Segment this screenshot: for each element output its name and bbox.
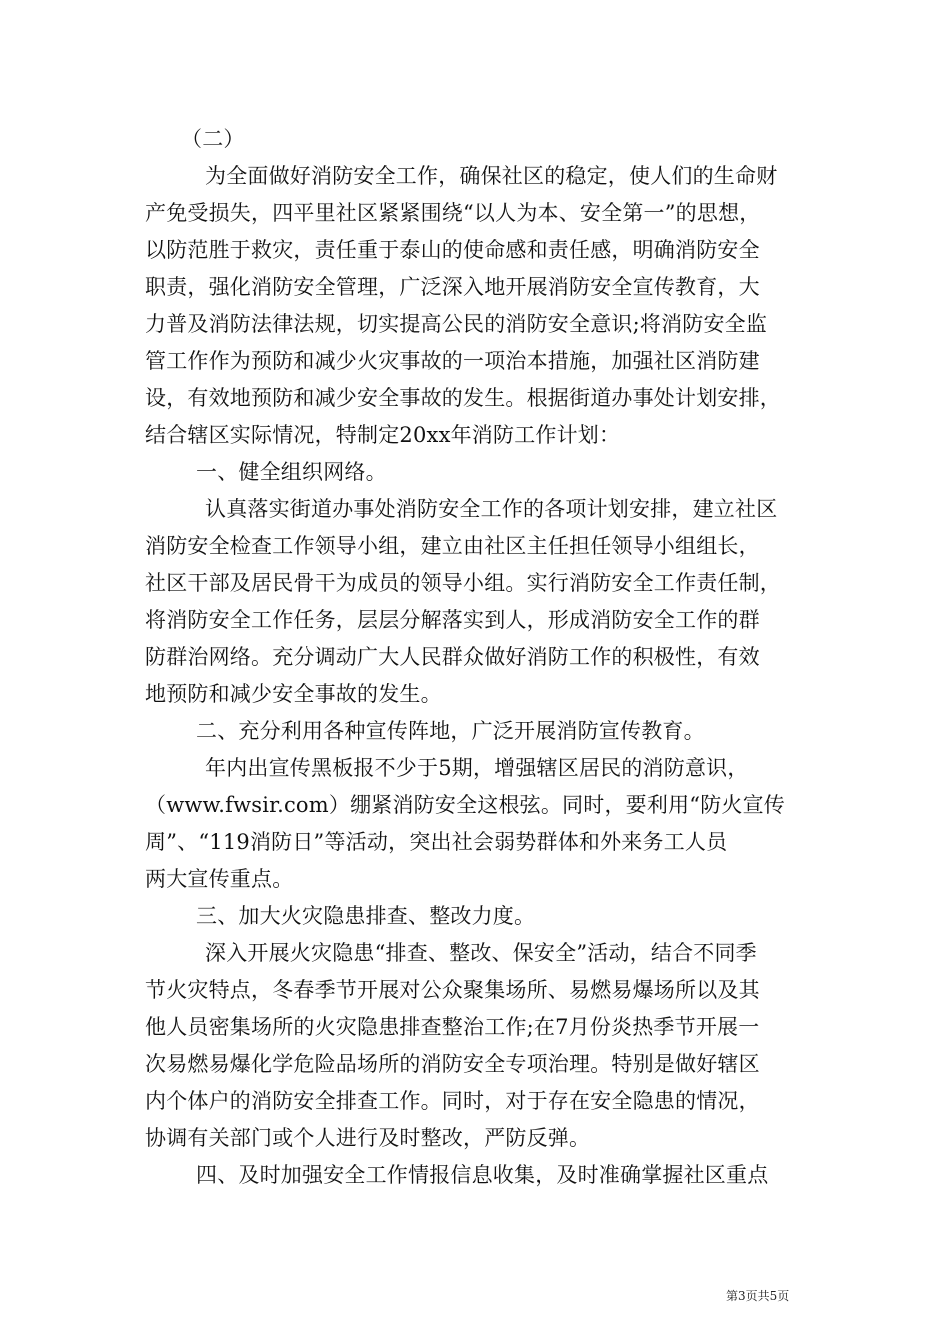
paragraph-line: 结合辖区实际情况，特制定20xx年消防工作计划： — [145, 423, 621, 447]
paragraph-line: 以防范胜于救灾，责任重于泰山的使命感和责任感，明确消防安全 — [145, 238, 760, 262]
section-heading: 四、及时加强安全工作情报信息收集，及时准确掌握社区重点 — [196, 1163, 769, 1187]
paragraph-line: 将消防安全工作任务，层层分解落实到人，形成消防安全工作的群 — [145, 608, 760, 632]
paragraph-line: 节火灾特点，冬春季节开展对公众聚集场所、易燃易爆场所以及其 — [145, 978, 760, 1002]
section-heading: 二、充分利用各种宣传阵地，广泛开展消防宣传教育。 — [196, 719, 705, 743]
paragraph-line: 地预防和减少安全事故的发生。 — [145, 682, 442, 706]
paragraph-line: 两大宣传重点。 — [145, 867, 294, 891]
paragraph-line: 设，有效地预防和减少安全事故的发生。根据街道办事处计划安排， — [145, 386, 781, 410]
paragraph-line: 消防安全检查工作领导小组，建立由社区主任担任领导小组组长， — [145, 534, 760, 558]
section-heading: 三、加大火灾隐患排查、整改力度。 — [196, 904, 536, 928]
section-heading: （二） — [181, 127, 245, 151]
paragraph-line: 社区干部及居民骨干为成员的领导小组。实行消防安全工作责任制， — [145, 571, 781, 595]
paragraph-line: 力普及消防法律法规，切实提高公民的消防安全意识;将消防安全监 — [145, 312, 768, 336]
paragraph-line: 次易燃易爆化学危险品场所的消防安全专项治理。特别是做好辖区 — [145, 1052, 760, 1076]
paragraph-line: 内个体户的消防安全排查工作。同时，对于存在安全隐患的情况， — [145, 1089, 760, 1113]
paragraph-line: 周”、“119消防日”等活动，突出社会弱势群体和外来务工人员 — [145, 830, 728, 854]
section-heading: 一、健全组织网络。 — [196, 460, 387, 484]
paragraph-line: 他人员密集场所的火灾隐患排查整治工作;在7月份炎热季节开展一 — [145, 1015, 760, 1039]
page-number: 第3页共5页 — [726, 1289, 790, 1303]
paragraph-line: 深入开展火灾隐患“排查、整改、保安全”活动，结合不同季 — [205, 941, 757, 965]
paragraph-line: 管工作作为预防和减少火灾事故的一项治本措施，加强社区消防建 — [145, 349, 760, 373]
paragraph-line: 为全面做好消防安全工作，确保社区的稳定，使人们的生命财 — [205, 164, 778, 188]
paragraph-line: （www.fwsir.com）绷紧消防安全这根弦。同时，要利用“防火宣传 — [145, 793, 786, 817]
paragraph-line: 职责，强化消防安全管理，广泛深入地开展消防安全宣传教育，大 — [145, 275, 760, 299]
paragraph-line: 产免受损失，四平里社区紧紧围绕“以人为本、安全第一”的思想， — [145, 201, 761, 225]
paragraph-line: 防群治网络。充分调动广大人民群众做好消防工作的积极性，有效 — [145, 645, 760, 669]
paragraph-line: 年内出宣传黑板报不少于5期，增强辖区居民的消防意识， — [205, 756, 749, 780]
paragraph-line: 认真落实街道办事处消防安全工作的各项计划安排，建立社区 — [205, 497, 778, 521]
paragraph-line: 协调有关部门或个人进行及时整改，严防反弹。 — [145, 1126, 591, 1150]
